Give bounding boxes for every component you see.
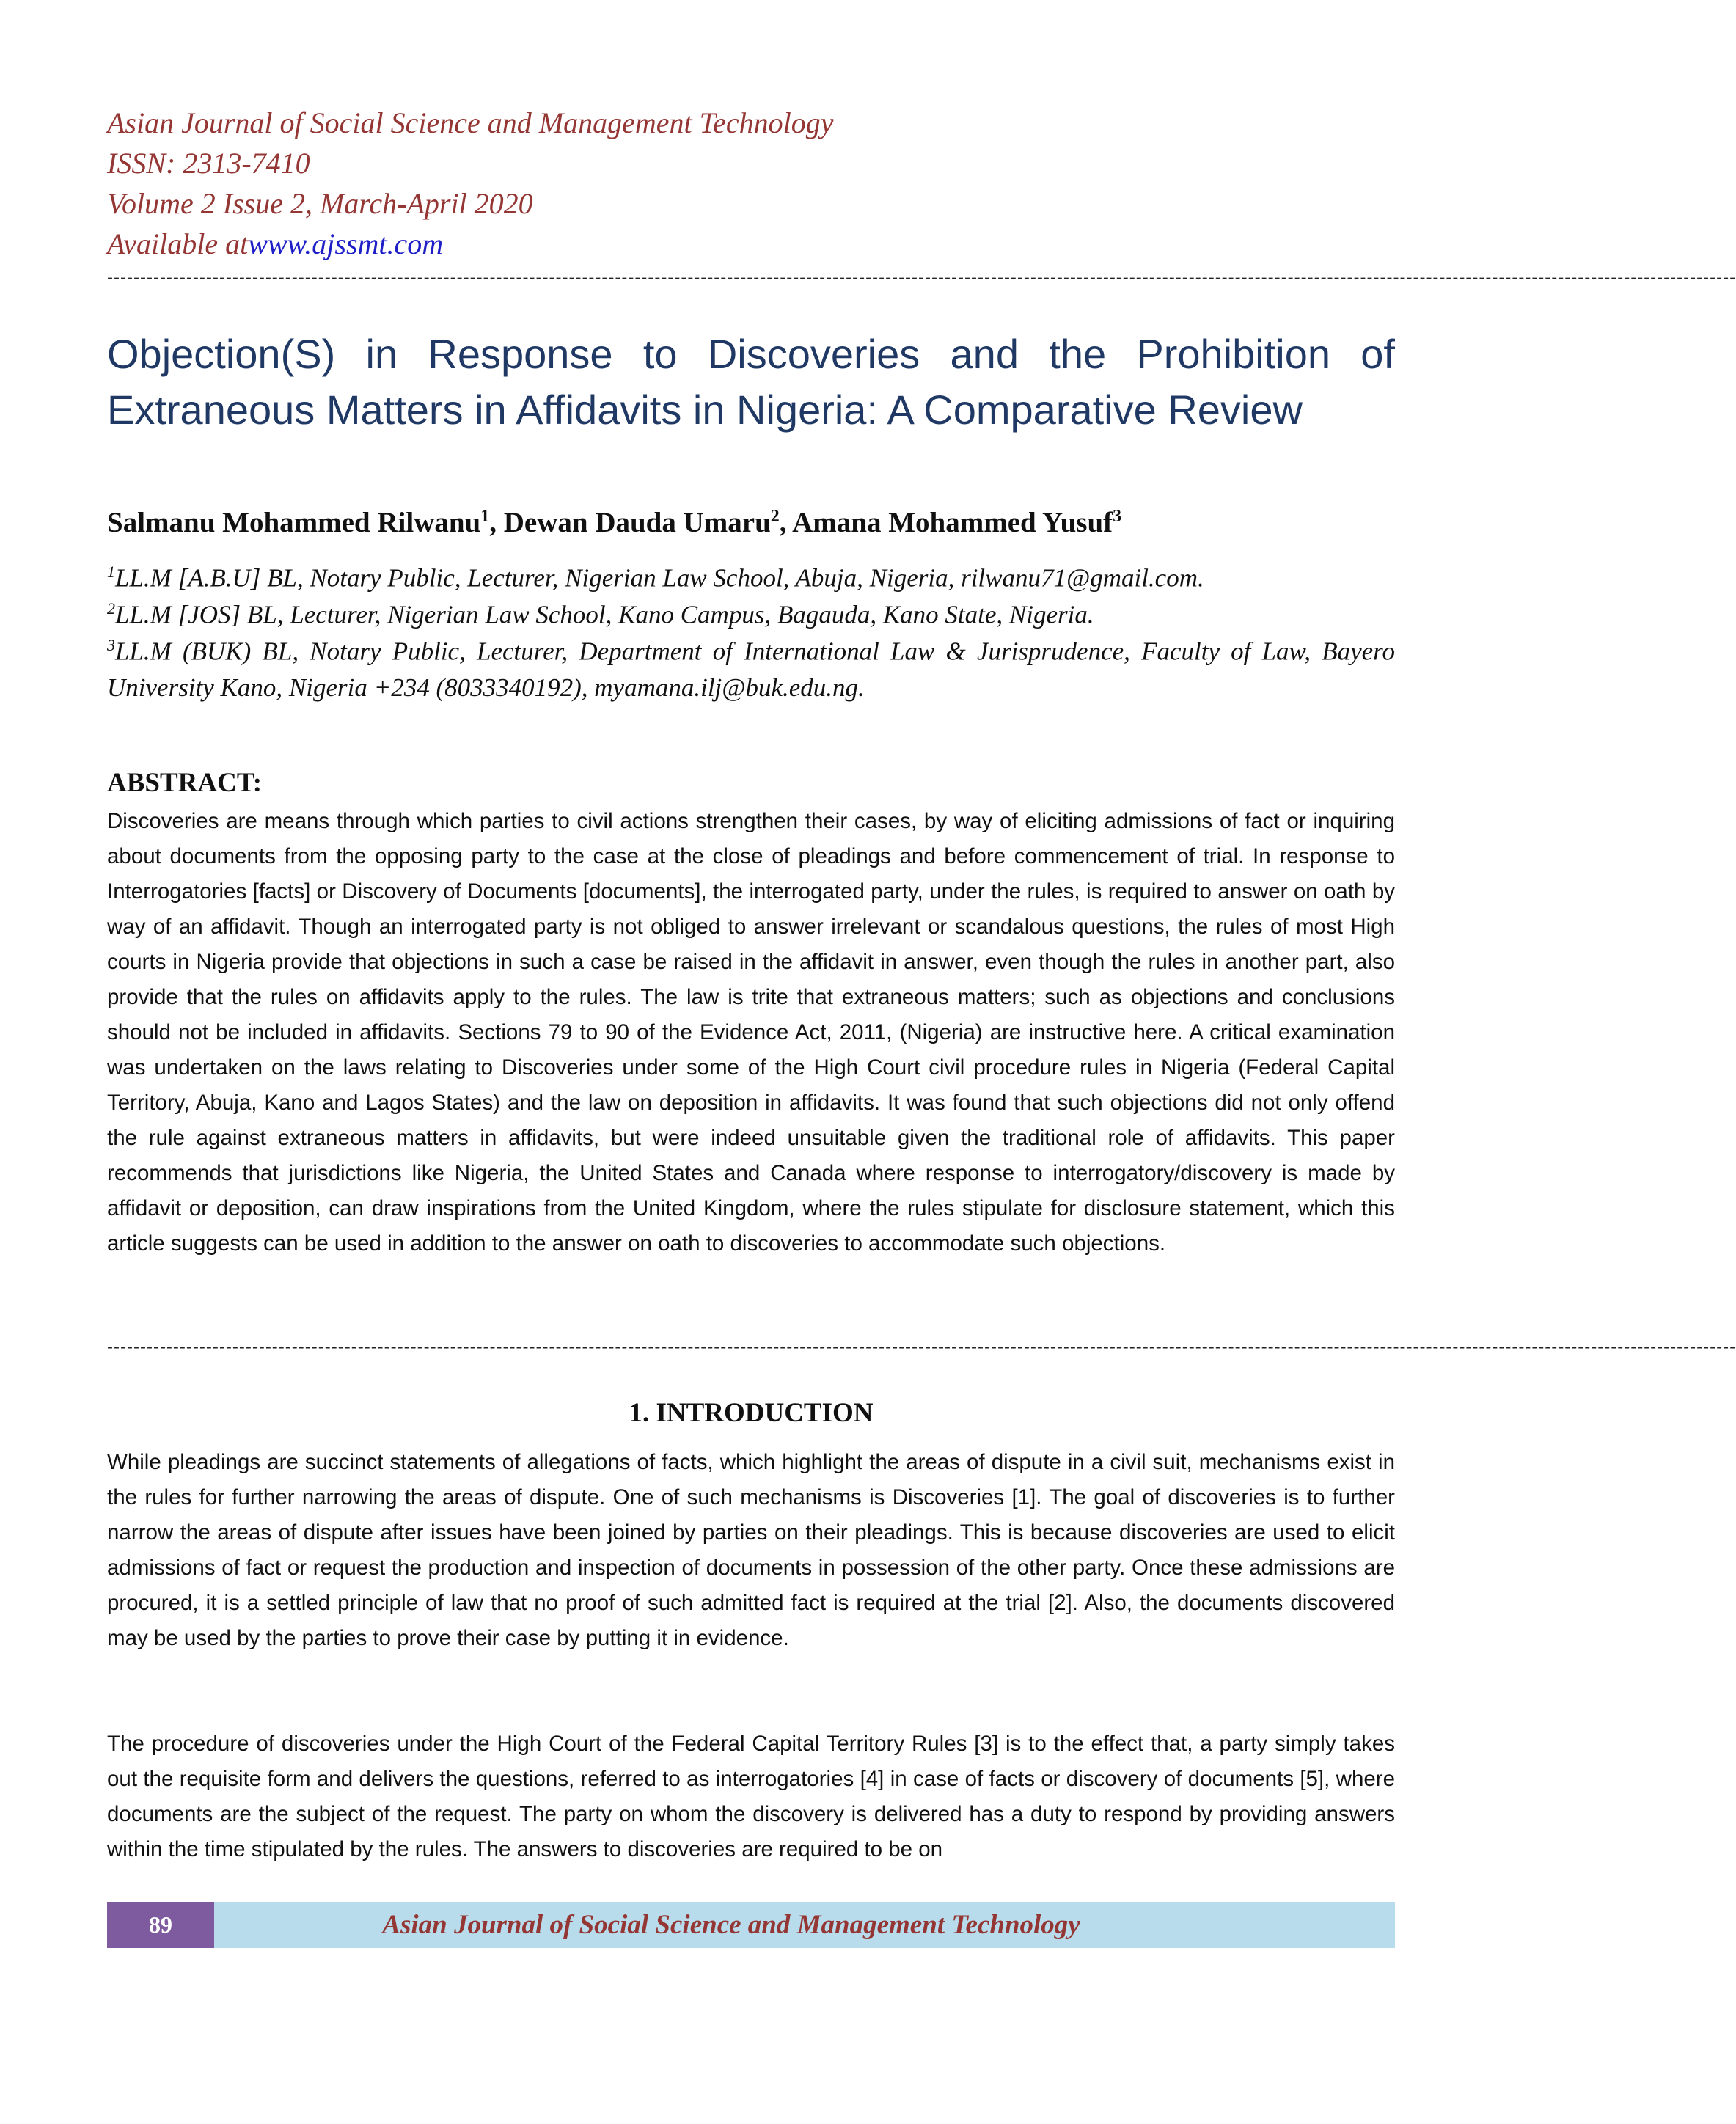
author-separator: , [489,507,504,538]
journal-volume: Volume 2 Issue 2, March-April 2020 [107,187,533,220]
author-name: Dewan Dauda Umaru [503,507,771,538]
affiliation-2 [107,590,1395,633]
footer-bar [214,1902,1395,1948]
page-footer [107,1902,1395,1948]
affiliation-sup: 2 [107,599,115,618]
available-prefix: Available at [107,227,249,260]
author-sup: 3 [1113,507,1122,526]
page-number: 89 [107,1902,214,1948]
footer-journal-name: Asian Journal of Social Science and Management Technology [382,1910,1080,1940]
introduction-heading: 1. INTRODUCTION [629,1398,874,1428]
journal-availability [107,224,1398,264]
affiliation-text: LL.M (BUK) BL, Notary Public, Lecturer, Department of International Law & Jurisprudence, Faculty of Law, Bayero University Kano, Nigeria +234 (8033340192), myamana.ilj@buk.edu.ng. [107,637,1395,702]
journal-url-link[interactable]: www.ajssmt.com [248,227,444,260]
introduction-paragraph-1: While pleadings are succinct statements of allegations of facts, which highlight the areas of dispute in a civil suit, mechanisms exist in the rules for further narrowing the areas of dispute. One of such mechanisms is Discoveries [1]. The goal of discoveries is to further narrow the areas of dispute after issues have been joined by parties on their pleadings. This is because discoveries are used to elicit admissions of fact or request the production and inspection of documents in possession of the other party. Once these admissions are procured, it is a settled principle of law that no proof of such admitted fact is required at the trial [2]. Also, the documents discovered may be used by the parties to prove their case by putting it in evidence. [107,1450,1395,1650]
affiliation-sup: 1 [107,563,115,581]
author-list [107,506,1398,539]
header-divider: ------------------------------------------------------------------------------------------------------------------------------------------------------------------------------------------------------------------------------------------------------- [107,268,1736,288]
author-name: Amana Mohammed Yusuf [792,507,1113,538]
abstract-heading: ABSTRACT: [107,768,263,798]
journal-name: Asian Journal of Social Science and Management Technology [107,106,834,139]
author-sup: 2 [770,507,780,526]
affiliation-3 [107,627,1395,706]
abstract-divider: ------------------------------------------------------------------------------------------------------------------------------------------------------------------------------------------------------------------------------------------------------- [107,1337,1736,1357]
journal-header [107,103,1398,264]
introduction-paragraph-2: The procedure of discoveries under the High Court of the Federal Capital Territory Rules [3] is to the effect that, a party simply takes out the requisite form and delivers the questions, referred to as interrogatories [4] in case of facts or discovery of documents [5], where documents are the subject of the request. The party on whom the discovery is delivered has a duty to respond by providing answers within the time stipulated by the rules. The answers to discoveries are required to be on [107,1732,1395,1861]
affiliation-text: LL.M [JOS] BL, Lecturer, Nigerian Law School, Kano Campus, Bagauda, Kano State, Nigeria. [115,600,1094,629]
author-separator: , [779,507,793,538]
paper-title: Objection(S) in Response to Discoveries and the Prohibition of Extraneous Matters in Affidavits in Nigeria: A Comparative Review [107,331,1395,433]
abstract-text: Discoveries are means through which parties to civil actions strengthen their cases, by way of eliciting admissions of fact or inquiring about documents from the opposing party to the case at the close of pleadings and before commencement of trial. In response to Interrogatories [facts] or Discovery of Documents [documents], the interrogated party, under the rules, is required to answer on oath by way of an affidavit. Though an interrogated party is not obliged to answer irrelevant or scandalous questions, the rules of most High courts in Nigeria provide that objections in such a case be raised in the affidavit in answer, even though the rules in another part, also provide that the rules on affidavits apply to the rules. The law is trite that extraneous matters; such as objections and conclusions should not be included in affidavits. Sections 79 to 90 of the Evidence Act, 2011, (Nigeria) are instructive here. A critical examination was undertaken on the laws relating to Discoveries under some of the High Court civil procedure rules in Nigeria (Federal Capital Territory, Abuja, Kano and Lagos States) and the law on deposition in affidavits. It was found that such objections did not only offend the rule against extraneous matters in affidavits, but were indeed unsuitable given the traditional role of affidavits. This paper recommends that jurisdictions like Nigeria, the United States and Canada where response to interrogatory/discovery is made by affidavit or deposition, can draw inspirations from the United Kingdom, where the rules stipulate for disclosure statement, which this article suggests can be used in addition to the answer on oath to discoveries to accommodate such objections. [107,809,1395,1256]
affiliation-text: LL.M [A.B.U] BL, Notary Public, Lecturer, Nigerian Law School, Abuja, Nigeria, rilwanu71@gmail.com. [115,563,1204,593]
author-name: Salmanu Mohammed Rilwanu [107,507,481,538]
journal-issn: ISSN: 2313-7410 [107,147,310,180]
affiliation-1 [107,554,1395,596]
author-sup: 1 [480,507,490,526]
affiliation-sup: 3 [107,636,115,654]
